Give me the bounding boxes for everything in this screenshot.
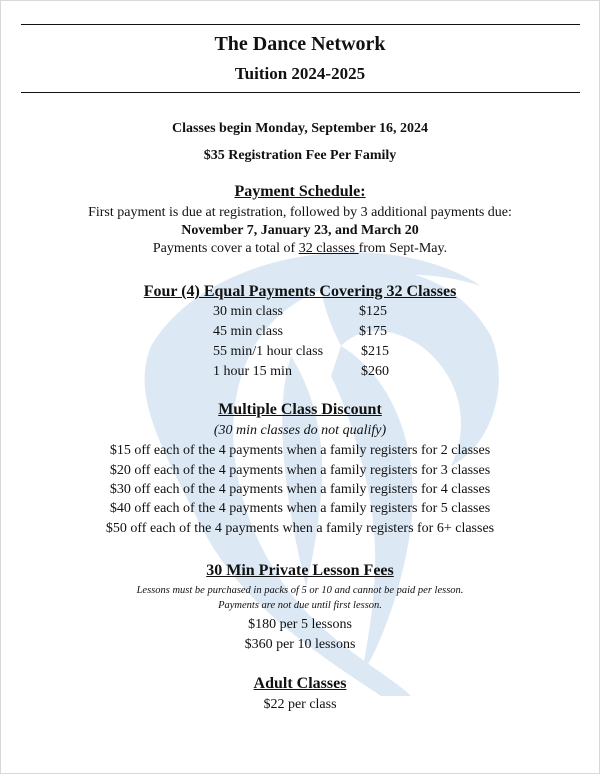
adult-classes-price: $22 per class (263, 697, 337, 712)
equal-payments-heading: Four (4) Equal Payments Covering 32 Classes (143, 283, 457, 300)
price-amount: $215 (361, 344, 389, 359)
coverage-classes: 32 classes (298, 241, 359, 256)
discount-item: $50 off each of the 4 payments when a family registers for 6+ classes (105, 521, 495, 536)
private-lessons-note2: Payments are not due until first lesson. (218, 600, 382, 611)
adult-classes-heading: Adult Classes (253, 675, 347, 692)
price-amount: $125 (359, 304, 387, 319)
price-label: 30 min class (213, 304, 283, 319)
price-label: 55 min/1 hour class (213, 344, 324, 359)
price-label: 45 min class (213, 324, 283, 339)
coverage-suffix: from Sept-May. (358, 241, 448, 256)
price-amount: $260 (361, 364, 389, 379)
price-row (1, 304, 600, 324)
private-lessons-price1: $180 per 5 lessons (248, 617, 352, 632)
discount-item: $15 off each of the 4 payments when a family registers for 2 classes (109, 443, 491, 458)
price-amount: $175 (359, 324, 387, 339)
discount-item: $20 off each of the 4 payments when a family registers for 3 classes (109, 463, 491, 478)
multi-discount-note: (30 min classes do not qualify) (213, 423, 387, 438)
price-row (1, 364, 600, 384)
payment-dates-line: November 7, January 23, and March 20 (181, 223, 419, 238)
coverage-prefix: Payments cover a total of (152, 241, 299, 256)
top-rule (21, 24, 580, 25)
private-lessons-price2: $360 per 10 lessons (244, 637, 356, 652)
payment-schedule-heading: Payment Schedule: (234, 183, 366, 200)
discount-item: $40 off each of the 4 payments when a family registers for 5 classes (109, 501, 491, 516)
price-row (1, 344, 600, 364)
page-subtitle: Tuition 2024-2025 (234, 64, 366, 83)
header-bottom-rule (21, 92, 580, 93)
payment-coverage-line (1, 241, 599, 257)
private-lessons-note1: Lessons must be purchased in packs of 5 or 10 and cannot be paid per lesson. (136, 585, 464, 596)
price-row (1, 324, 600, 344)
page-title: The Dance Network (214, 33, 386, 55)
start-date-line: Classes begin Monday, September 16, 2024 (171, 121, 429, 136)
registration-fee-line: $35 Registration Fee Per Family (203, 148, 397, 163)
payment-schedule-line1: First payment is due at registration, followed by 3 additional payments due: (88, 205, 512, 220)
discount-item: $30 off each of the 4 payments when a family registers for 4 classes (109, 482, 491, 497)
private-lessons-heading: 30 Min Private Lesson Fees (206, 562, 394, 579)
multi-discount-heading: Multiple Class Discount (218, 401, 382, 418)
price-label: 1 hour 15 min (213, 364, 292, 379)
